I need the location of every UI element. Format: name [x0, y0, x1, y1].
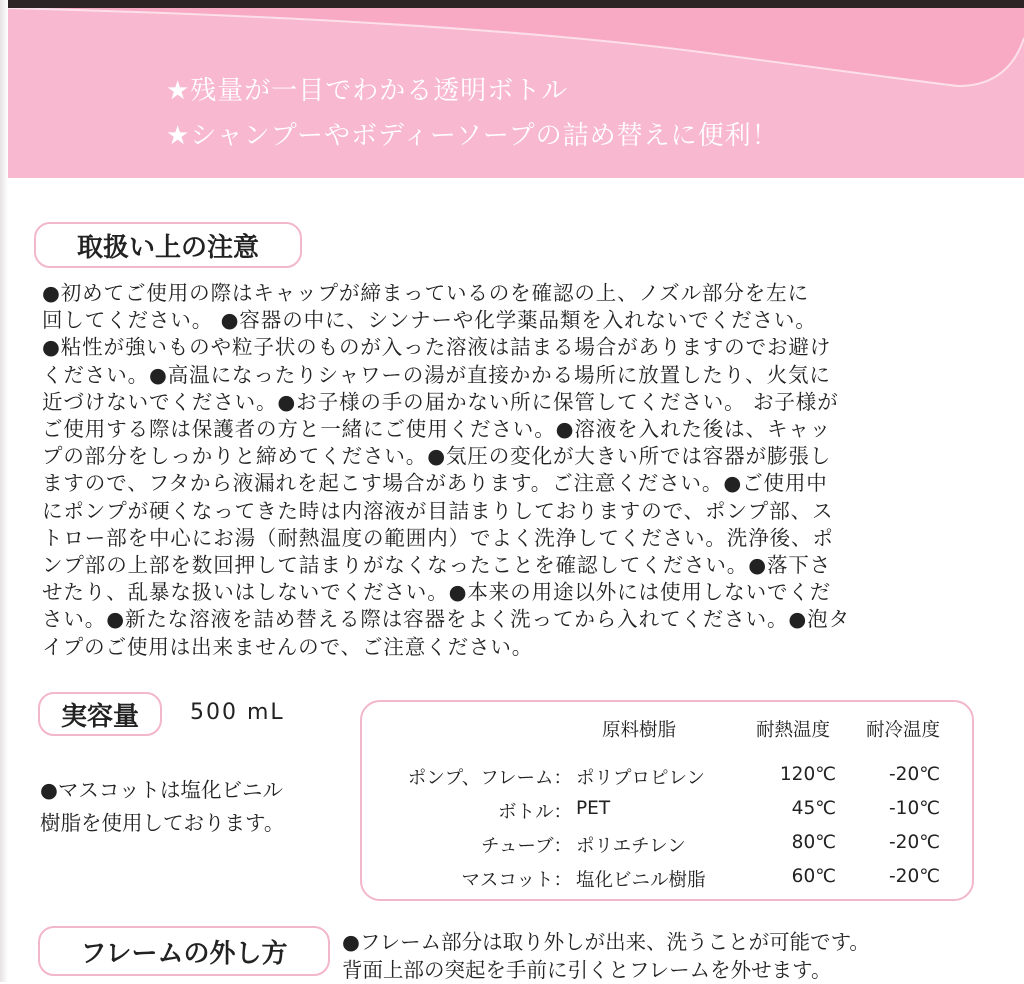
- cautions-line: プの部分をしっかりと締めてください。●気圧の変化が大きい所では容器が膨張し: [42, 444, 832, 469]
- header-heat: 耐熱温度: [756, 720, 831, 741]
- cautions-text: [42, 280, 982, 661]
- row-part: ボトル：: [497, 802, 572, 823]
- row-heat: 120℃: [779, 764, 836, 785]
- frame-removal-line: 背面上部の突起を手前に引くとフレームを外せます。: [342, 958, 832, 982]
- frame-removal-heading: フレームの外し方: [38, 926, 330, 976]
- top-dark-strip: [0, 0, 1024, 8]
- row-cold: -20℃: [889, 832, 940, 853]
- cautions-line: イプのご使用は出来ませんので、ご注意ください。: [42, 634, 534, 659]
- row-part: チューブ：: [480, 836, 572, 857]
- row-material: ポリプロピレン: [576, 768, 706, 789]
- row-part: ポンプ、フレーム：: [407, 768, 572, 789]
- row-material: PET: [576, 798, 611, 819]
- row-cold: -20℃: [889, 764, 940, 785]
- header-cold: 耐冷温度: [866, 720, 941, 741]
- cautions-line: トロー部を中心にお湯（耐熱温度の範囲内）でよく洗浄してください。洗浄後、ポ: [42, 525, 834, 550]
- header-material: 原料樹脂: [602, 720, 677, 741]
- spec-table: [360, 700, 974, 901]
- cautions-line: 回してください。 ●容器の中に、シンナーや化学薬品類を入れないでください。: [42, 308, 817, 333]
- cautions-line: 近づけないでください。●お子様の手の届かない所に保管してください。 お子様が: [42, 389, 839, 414]
- row-material: ポリエチレン: [576, 836, 686, 857]
- frame-removal-line: ●フレーム部分は取り外しが出来、洗うことが可能です。: [342, 930, 870, 954]
- cautions-heading: 取扱い上の注意: [34, 222, 302, 268]
- cautions-line: ますので、フタから液漏れを起こす場合があります。ご注意ください。●ご使用中: [42, 471, 828, 496]
- mascot-note: [40, 774, 284, 840]
- row-heat: 60℃: [791, 866, 836, 887]
- cautions-line: ●初めてご使用の際はキャップが締まっているのを確認の上、ノズル部分を左に: [42, 281, 809, 305]
- banner-line-2: ★シャンプーやボディーソープの詰め替えに便利！: [166, 121, 779, 151]
- cautions-line: ●粘性が強いものや粒子状のものが入った溶液は詰まる場合がありますのでお避け: [42, 335, 832, 360]
- left-edge-shadow: [0, 0, 8, 982]
- cautions-line: ください。●高温になったりシャワーの湯が直接かかる場所に放置したり、火気に: [42, 362, 831, 387]
- row-heat: 80℃: [791, 832, 836, 853]
- mascot-note-line: ●マスコットは塩化ビニル: [40, 778, 283, 802]
- row-cold: -10℃: [889, 798, 940, 819]
- cautions-line: せたり、乱暴な扱いはしないでください。●本来の用途以外には使用しないでくだ: [42, 580, 832, 605]
- capacity-label: 実容量: [38, 692, 162, 736]
- cautions-line: にポンプが硬くなってきた時は内溶液が目詰まりしておりますので、ポンプ部、ス: [42, 498, 834, 523]
- row-material: 塩化ビニル樹脂: [576, 870, 706, 891]
- cautions-line: ンプ部の上部を数回押して詰まりがなくなったことを確認してください。●落下さ: [42, 553, 832, 578]
- row-cold: -20℃: [889, 866, 940, 887]
- row-heat: 45℃: [791, 798, 836, 819]
- cautions-line: さい。●新たな溶液を詰め替える際は容器をよく洗ってから入れてください。●泡タ: [42, 607, 850, 632]
- frame-removal-text: [342, 928, 870, 984]
- mascot-note-line: 樹脂を使用しております。: [40, 811, 285, 835]
- banner-line-1: ★残量が一目でわかる透明ボトル: [166, 76, 569, 106]
- row-part: マスコット：: [461, 870, 572, 891]
- cautions-line: ご使用する際は保護者の方と一緒にご使用ください。●溶液を入れた後は、キャッ: [42, 417, 832, 442]
- capacity-value: 500 mL: [190, 700, 285, 725]
